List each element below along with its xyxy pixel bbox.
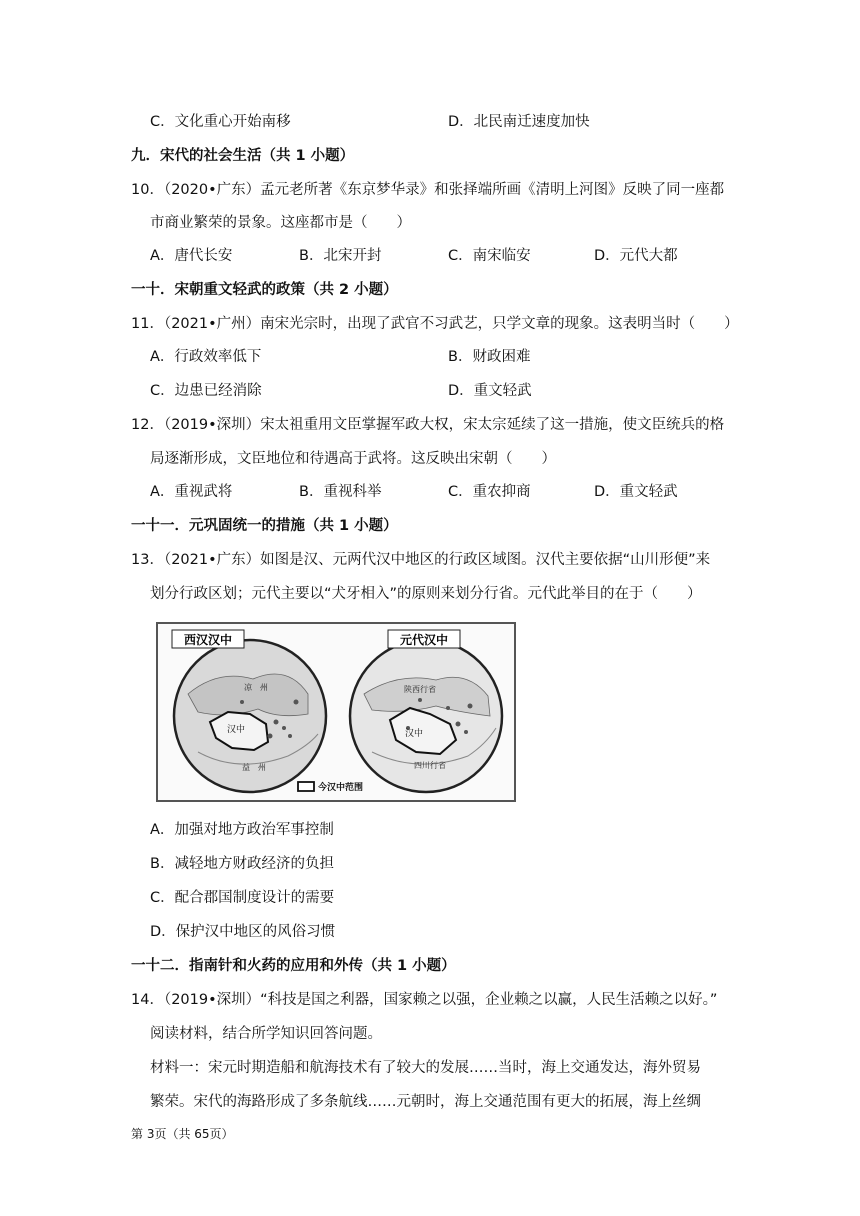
map-legend-label: 今汉中范围	[318, 783, 364, 793]
question-10-line-1: 10．（2020•广东）孟元老所著《东京梦华录》和张择端所画《清明上河图》反映了同一座都	[131, 182, 725, 198]
q10-option-c: C．南宋临安	[448, 248, 531, 264]
question-14-line-2: 阅读材料，结合所学知识回答问题。	[150, 1026, 382, 1042]
question-13-line-1: 13．（2021•广东）如图是汉、元两代汉中地区的行政区域图。汉代主要依据“山川形便”来	[131, 552, 711, 568]
right-map-label-shaanxi: 陕西行省	[404, 685, 436, 694]
section-heading-9: 九．宋代的社会生活（共 1 小题）	[131, 148, 355, 164]
question-13-line-2: 划分行政区划；元代主要以“犬牙相入”的原则来划分行省。元代此举目的在于（ ）	[150, 586, 702, 602]
right-map-label-hanzhong: 汉中	[404, 729, 424, 739]
hanzhong-map-figure	[156, 622, 516, 802]
left-map-label-hanzhong: 汉中	[226, 725, 246, 735]
question-10-line-2: 市商业繁荣的景象。这座都市是（ ）	[150, 215, 411, 231]
page-footer: 第 3页（共 65页）	[131, 1127, 234, 1141]
left-map-title: 西汉汉中	[183, 633, 233, 647]
question-12-line-1: 12．（2019•深圳）宋太祖重用文臣掌握军政大权，宋太宗延续了这一措施，使文臣统兵的格	[131, 417, 725, 433]
question-14-line-4: 繁荣。宋代的海路形成了多条航线……元朝时，海上交通范围有更大的拓展，海上丝绸	[150, 1094, 701, 1110]
left-map-label-yizhou: 益 州	[242, 763, 266, 772]
q13-option-d: D．保护汉中地区的风俗习惯	[150, 924, 336, 940]
right-map-title: 元代汉中	[399, 633, 449, 647]
question-14-line-1: 14．（2019•深圳）“科技是国之利器，国家赖之以强，企业赖之以赢，人民生活赖之以好。”	[131, 992, 718, 1008]
question-14-line-3: 材料一：宋元时期造船和航海技术有了较大的发展……当时，海上交通发达，海外贸易	[150, 1060, 701, 1076]
right-map-label-sichuan: 四川行省	[414, 761, 446, 770]
left-map-label-top: 凉 州	[244, 683, 268, 692]
q11-option-d: D．重文轻武	[448, 383, 532, 399]
q11-option-a: A．行政效率低下	[150, 349, 262, 365]
q11-option-c: C．边患已经消除	[150, 383, 262, 399]
q9-option-c: C．文化重心开始南移	[150, 114, 291, 130]
q13-option-a: A．加强对地方政治军事控制	[150, 822, 334, 838]
q10-option-b: B．北宋开封	[299, 248, 382, 264]
section-heading-12: 一十二．指南针和火药的应用和外传（共 1 小题）	[131, 958, 456, 974]
question-12-line-2: 局逐渐形成，文臣地位和待遇高于武将。这反映出宋朝（ ）	[150, 451, 556, 467]
q10-option-d: D．元代大都	[594, 248, 678, 264]
q13-option-c: C．配合郡国制度设计的需要	[150, 890, 335, 906]
question-11-line-1: 11．（2021•广州）南宋光宗时，出现了武官不习武艺，只学文章的现象。这表明当时（ ）	[131, 316, 739, 332]
map-illustration	[158, 624, 514, 800]
q11-option-b: B．财政困难	[448, 349, 531, 365]
section-heading-10: 一十．宋朝重文轻武的政策（共 2 小题）	[131, 282, 398, 298]
q12-option-b: B．重视科举	[299, 484, 382, 500]
q12-option-d: D．重文轻武	[594, 484, 678, 500]
q13-option-b: B．减轻地方财政经济的负担	[150, 856, 334, 872]
section-heading-11: 一十一．元巩固统一的措施（共 1 小题）	[131, 518, 398, 534]
q12-option-c: C．重农抑商	[448, 484, 531, 500]
map-legend-swatch	[298, 782, 314, 791]
q10-option-a: A．唐代长安	[150, 248, 233, 264]
q12-option-a: A．重视武将	[150, 484, 233, 500]
q9-option-d: D．北民南迁速度加快	[448, 114, 590, 130]
